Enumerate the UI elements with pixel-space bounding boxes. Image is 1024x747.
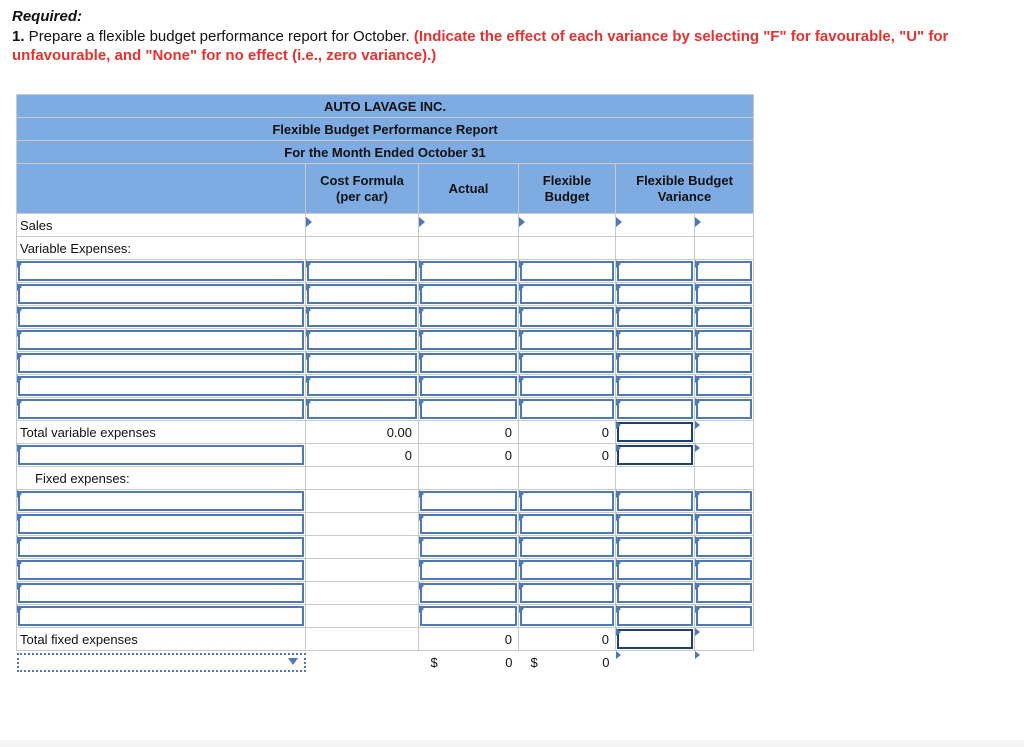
fixed-flexible-input[interactable] xyxy=(519,559,616,582)
variable-expenses-label: Variable Expenses: xyxy=(17,237,306,260)
required-heading: Required: xyxy=(12,8,83,25)
requirement-note: (Indicate the effect of each variance by selecting "F" for favourable, "U" for unfavourable, and "None" for no effect (i.e., zero variance).) xyxy=(12,28,949,64)
total-variable-effect-select[interactable] xyxy=(695,421,754,444)
sales-variance-effect-select[interactable] xyxy=(695,214,754,237)
variable-flexible-input[interactable] xyxy=(519,352,616,375)
total-fixed-label: Total fixed expenses xyxy=(17,628,306,651)
label-column-header xyxy=(17,164,306,214)
total-variable-variance-input[interactable] xyxy=(616,421,695,444)
contribution-variance-input[interactable] xyxy=(616,444,695,467)
fixed-actual-input[interactable] xyxy=(419,559,519,582)
fixed-cost-formula-input xyxy=(306,559,419,582)
variable-effect-select[interactable] xyxy=(695,260,754,283)
fixed-flexible-input[interactable] xyxy=(519,513,616,536)
chevron-down-icon xyxy=(288,658,298,665)
total-fixed-variance-input[interactable] xyxy=(616,628,695,651)
total-fixed-actual: 0 xyxy=(419,628,519,651)
variable-label-select[interactable] xyxy=(17,306,306,329)
fixed-actual-input[interactable] xyxy=(419,490,519,513)
net-actual-currency: $ xyxy=(430,655,438,670)
sales-flexible-input[interactable] xyxy=(519,214,616,237)
requirement-body: Prepare a flexible budget performance report for October. xyxy=(24,28,414,45)
fixed-label-select[interactable] xyxy=(17,490,306,513)
requirement-text xyxy=(12,27,1012,65)
fixed-row xyxy=(17,559,754,582)
net-effect-select[interactable] xyxy=(695,651,754,674)
fixed-variance-input[interactable] xyxy=(616,513,695,536)
variable-row xyxy=(17,329,754,352)
actual-header: Actual xyxy=(419,164,519,214)
page-footer-strip xyxy=(0,740,1024,747)
fixed-label-select[interactable] xyxy=(17,513,306,536)
variable-row xyxy=(17,352,754,375)
fixed-cost-formula-input xyxy=(306,536,419,559)
fixed-actual-input[interactable] xyxy=(419,582,519,605)
variable-expenses-heading-row xyxy=(17,237,754,260)
variable-label-select[interactable] xyxy=(17,260,306,283)
variable-row xyxy=(17,306,754,329)
variable-effect-select[interactable] xyxy=(695,329,754,352)
fixed-label-select[interactable] xyxy=(17,559,306,582)
variable-row xyxy=(17,283,754,306)
fixed-row xyxy=(17,513,754,536)
fixed-expenses-heading-row xyxy=(17,467,754,490)
variable-cost-formula-input[interactable] xyxy=(306,398,419,421)
variable-variance-input[interactable] xyxy=(616,260,695,283)
total-variable-label: Total variable expenses xyxy=(17,421,306,444)
variable-effect-select[interactable] xyxy=(695,352,754,375)
variable-cost-formula-input[interactable] xyxy=(306,329,419,352)
variable-variance-input[interactable] xyxy=(616,398,695,421)
contribution-cost-formula: 0 xyxy=(306,444,419,467)
contribution-label-input[interactable] xyxy=(17,444,306,467)
flexible-budget-header: Flexible Budget xyxy=(519,164,616,214)
variable-flexible-input[interactable] xyxy=(519,306,616,329)
fixed-cost-formula-input xyxy=(306,513,419,536)
variable-effect-select[interactable] xyxy=(695,398,754,421)
variable-label-select[interactable] xyxy=(17,398,306,421)
fixed-flexible-input[interactable] xyxy=(519,490,616,513)
sales-row xyxy=(17,214,754,237)
variable-effect-select[interactable] xyxy=(695,375,754,398)
requirement-number: 1. xyxy=(12,28,25,45)
variable-cost-formula-input[interactable] xyxy=(306,375,419,398)
variable-flexible-input[interactable] xyxy=(519,375,616,398)
variable-expense-rows xyxy=(17,260,754,421)
fixed-row xyxy=(17,605,754,628)
fixed-expense-rows xyxy=(17,490,754,628)
fixed-label-select[interactable] xyxy=(17,582,306,605)
variable-cost-formula-input[interactable] xyxy=(306,283,419,306)
variable-effect-select[interactable] xyxy=(695,306,754,329)
total-fixed-flexible: 0 xyxy=(519,628,616,651)
fixed-effect-select[interactable] xyxy=(695,536,754,559)
fixed-row xyxy=(17,582,754,605)
net-flexible: $ 0 xyxy=(530,654,610,670)
fixed-variance-input[interactable] xyxy=(616,605,695,628)
variable-label-select[interactable] xyxy=(17,375,306,398)
fixed-effect-select[interactable] xyxy=(695,513,754,536)
net-actual: $ 0 xyxy=(430,654,513,670)
variable-flexible-input[interactable] xyxy=(519,283,616,306)
fixed-row xyxy=(17,536,754,559)
variable-cost-formula-input[interactable] xyxy=(306,260,419,283)
contribution-flexible: 0 xyxy=(519,444,616,467)
variable-variance-input[interactable] xyxy=(616,306,695,329)
variable-actual-input[interactable] xyxy=(419,260,519,283)
total-variable-flexible: 0 xyxy=(519,421,616,444)
variable-actual-input[interactable] xyxy=(419,375,519,398)
variable-cost-formula-input[interactable] xyxy=(306,306,419,329)
fixed-effect-select[interactable] xyxy=(695,490,754,513)
variable-row xyxy=(17,375,754,398)
contribution-actual: 0 xyxy=(419,444,519,467)
total-fixed-row xyxy=(17,628,754,651)
fixed-variance-input[interactable] xyxy=(616,582,695,605)
fixed-variance-input[interactable] xyxy=(616,490,695,513)
contribution-row xyxy=(17,444,754,467)
variable-actual-input[interactable] xyxy=(419,352,519,375)
variable-label-select[interactable] xyxy=(17,352,306,375)
fixed-flexible-input[interactable] xyxy=(519,605,616,628)
fixed-label-select[interactable] xyxy=(17,536,306,559)
variable-label-select[interactable] xyxy=(17,283,306,306)
variable-actual-input[interactable] xyxy=(419,329,519,352)
variable-variance-input[interactable] xyxy=(616,283,695,306)
variable-label-select[interactable] xyxy=(17,329,306,352)
report-title: Flexible Budget Performance Report xyxy=(17,118,754,141)
total-variable-cost-formula: 0.00 xyxy=(306,421,419,444)
variable-actual-input[interactable] xyxy=(419,306,519,329)
fixed-flexible-input[interactable] xyxy=(519,536,616,559)
fixed-actual-input[interactable] xyxy=(419,605,519,628)
variable-flexible-input[interactable] xyxy=(519,398,616,421)
net-operating-income-row xyxy=(17,651,754,674)
cost-formula-header: Cost Formula (per car) xyxy=(306,164,419,214)
total-fixed-effect-select[interactable] xyxy=(695,628,754,651)
total-variable-actual: 0 xyxy=(419,421,519,444)
variable-flexible-input[interactable] xyxy=(519,329,616,352)
fixed-effect-select[interactable] xyxy=(695,605,754,628)
instructions xyxy=(12,8,1012,65)
sales-cost-formula-input[interactable] xyxy=(306,214,419,237)
contribution-effect-select[interactable] xyxy=(695,444,754,467)
performance-report-table xyxy=(16,94,754,674)
fixed-cost-formula-input xyxy=(306,605,419,628)
variance-header: Flexible Budget Variance xyxy=(616,164,754,214)
variable-actual-input[interactable] xyxy=(419,283,519,306)
fixed-row xyxy=(17,490,754,513)
fixed-cost-formula-input xyxy=(306,582,419,605)
sales-label: Sales xyxy=(17,214,306,237)
fixed-variance-input[interactable] xyxy=(616,559,695,582)
total-variable-row xyxy=(17,421,754,444)
sales-actual-input[interactable] xyxy=(419,214,519,237)
net-label-select[interactable] xyxy=(17,651,306,674)
variable-variance-input[interactable] xyxy=(616,352,695,375)
fixed-effect-select[interactable] xyxy=(695,559,754,582)
fixed-actual-input[interactable] xyxy=(419,513,519,536)
variable-effect-select[interactable] xyxy=(695,283,754,306)
report-period: For the Month Ended October 31 xyxy=(17,141,754,164)
fixed-actual-input[interactable] xyxy=(419,536,519,559)
variable-actual-input[interactable] xyxy=(419,398,519,421)
sales-variance-input[interactable] xyxy=(616,214,695,237)
fixed-cost-formula-input xyxy=(306,490,419,513)
fixed-flexible-input[interactable] xyxy=(519,582,616,605)
variable-variance-input[interactable] xyxy=(616,329,695,352)
variable-row xyxy=(17,260,754,283)
fixed-variance-input[interactable] xyxy=(616,536,695,559)
fixed-label-select[interactable] xyxy=(17,605,306,628)
variable-variance-input[interactable] xyxy=(616,375,695,398)
variable-row xyxy=(17,398,754,421)
fixed-expenses-label: Fixed expenses: xyxy=(17,467,306,490)
net-flexible-currency: $ xyxy=(530,655,538,670)
company-name: AUTO LAVAGE INC. xyxy=(17,95,754,118)
variable-flexible-input[interactable] xyxy=(519,260,616,283)
variable-cost-formula-input[interactable] xyxy=(306,352,419,375)
fixed-effect-select[interactable] xyxy=(695,582,754,605)
net-variance-input[interactable] xyxy=(616,651,695,674)
